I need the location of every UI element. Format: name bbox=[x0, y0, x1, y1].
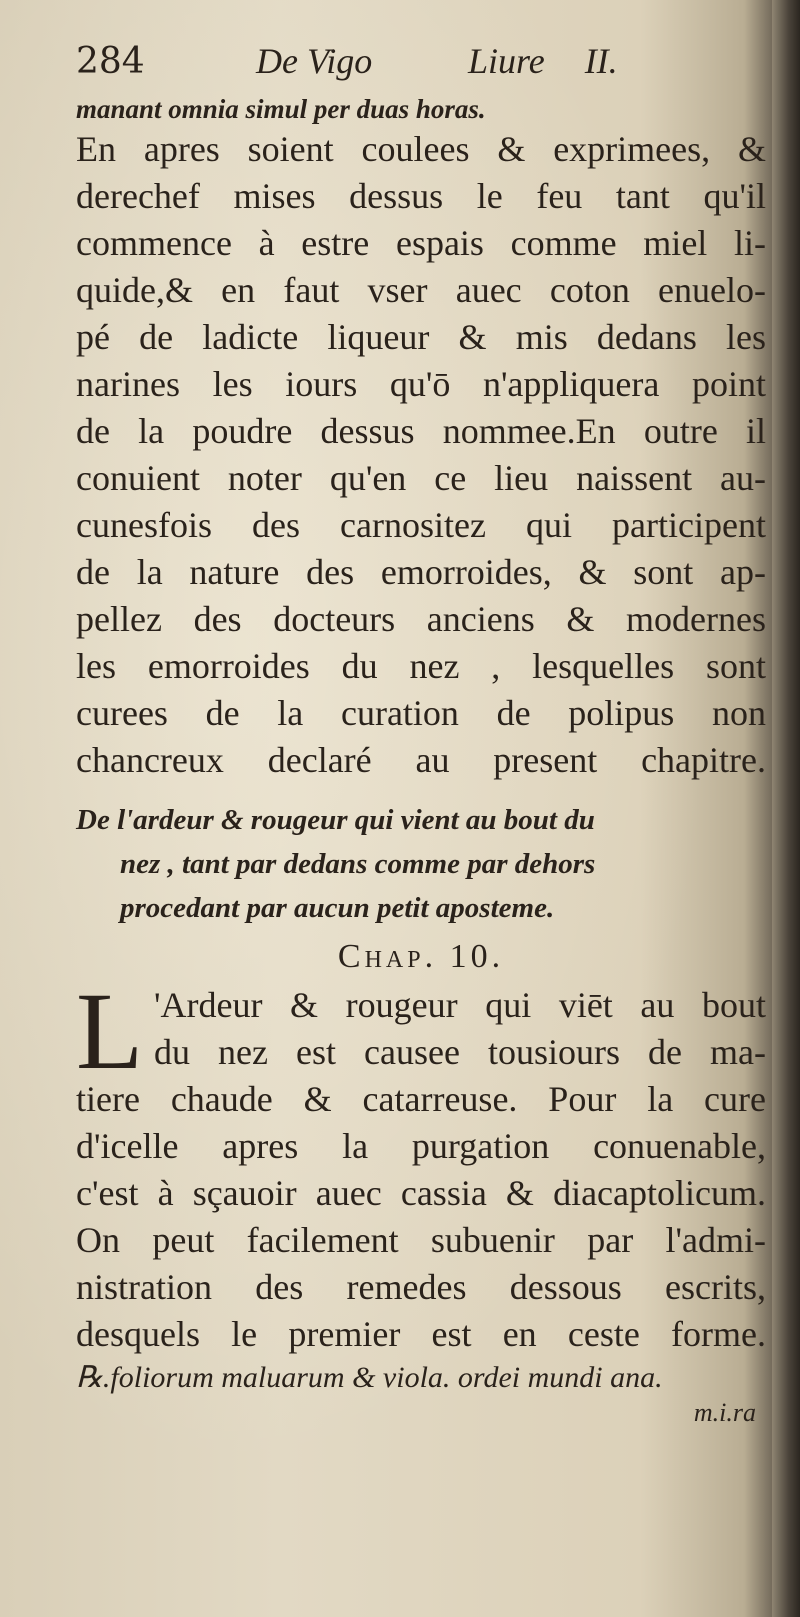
text-line: On peut facilement subuenir par l'admi- bbox=[76, 1220, 766, 1260]
text-line: curees de la curation de polipus non bbox=[76, 693, 766, 733]
text-line: cunesfois des carnositez qui participent bbox=[76, 505, 766, 545]
paragraph-1 bbox=[76, 126, 766, 784]
text-line: nistration des remedes dessous escrits, bbox=[76, 1267, 766, 1307]
section-heading-line: nez , tant par dedans comme par dehors bbox=[120, 848, 596, 880]
text-line: pé de ladicte liqueur & mis dedans les bbox=[76, 317, 766, 357]
text-line: chancreux declaré au present chapitre. bbox=[76, 740, 766, 780]
text-line: desquels le premier est en ceste forme. bbox=[76, 1314, 766, 1354]
page-number: 284 bbox=[76, 41, 145, 82]
chapter-label: Chap. 10. bbox=[337, 938, 505, 975]
section-heading bbox=[76, 798, 766, 930]
recipe-line: ℞.foliorum maluarum & viola. ordei mundi ana. bbox=[76, 1361, 663, 1394]
drop-cap-initial: L bbox=[76, 970, 144, 1092]
text-line: conuient noter qu'en ce lieu naissent au- bbox=[76, 458, 766, 498]
section-heading-line: De l'ardeur & rougeur qui vient au bout du bbox=[76, 804, 595, 836]
text-block bbox=[76, 40, 766, 1428]
section-heading-line: procedant par aucun petit aposteme. bbox=[120, 892, 555, 924]
text-line: de la nature des emorroides, & sont ap- bbox=[76, 552, 766, 592]
text-line: de la poudre dessus nommee.En outre il bbox=[76, 411, 766, 451]
text-line: du nez est causee tousiours de ma- bbox=[154, 1032, 766, 1072]
latin-continuation-line: manant omnia simul per duas horas. bbox=[76, 94, 486, 124]
text-line: 'Ardeur & rougeur qui viēt au bout bbox=[154, 985, 766, 1025]
running-head-title: De Vigo bbox=[256, 41, 373, 81]
text-line: les emorroides du nez , lesquelles sont bbox=[76, 646, 766, 686]
text-line: quide,& en faut vser auec coton enuelo- bbox=[76, 270, 766, 310]
catchword: m.i.ra bbox=[693, 1398, 756, 1427]
text-line: narines les iours qu'ō n'appliquera point bbox=[76, 364, 766, 404]
text-line: En apres soient coulees & exprimees, & bbox=[76, 129, 766, 169]
text-line: pellez des docteurs anciens & modernes bbox=[76, 599, 766, 639]
text-line: c'est à sçauoir auec cassia & diacaptolicum. bbox=[76, 1173, 766, 1213]
text-line: commence à estre espais comme miel li- bbox=[76, 223, 766, 263]
text-line: tiere chaude & catarreuse. Pour la cure bbox=[76, 1079, 766, 1119]
running-head-book: Liure bbox=[468, 41, 545, 81]
running-head-book-number: II. bbox=[584, 41, 618, 81]
text-line: derechef mises dessus le feu tant qu'il bbox=[76, 176, 766, 216]
chapter-paragraph bbox=[76, 970, 766, 1358]
running-head bbox=[76, 40, 766, 90]
text-line: d'icelle apres la purgation conuenable, bbox=[76, 1126, 766, 1166]
page-gutter-edge bbox=[772, 0, 800, 1617]
